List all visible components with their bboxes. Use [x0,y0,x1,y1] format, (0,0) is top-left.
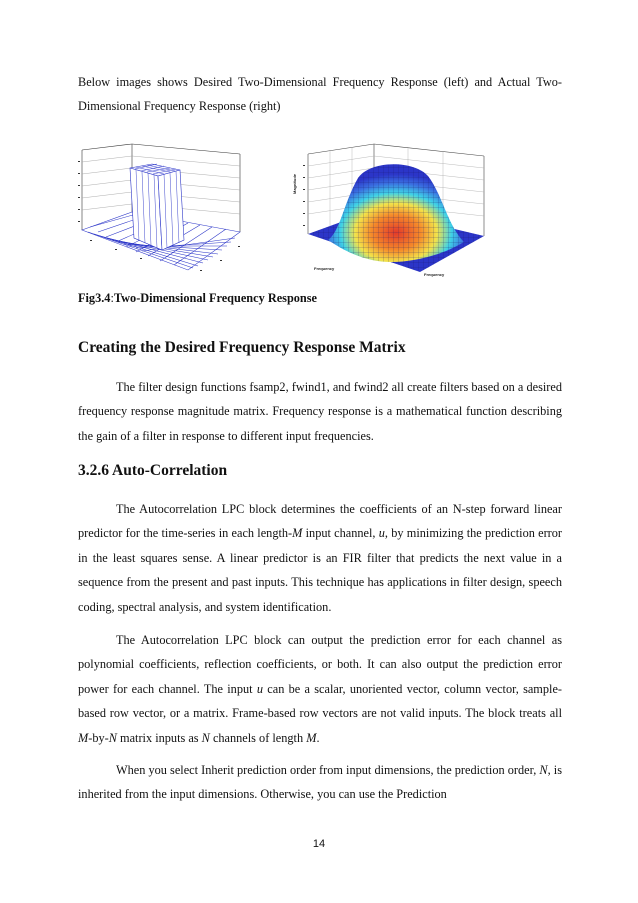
section-heading-auto-correlation: 3.2.6 Auto-Correlation [78,462,228,479]
page-number: 14 [312,838,326,850]
right-plot-x1-label: Frequency [314,266,335,271]
right-plot-x2-label: Frequency [424,272,445,277]
desired-frequency-response-plot [70,142,270,282]
intro-paragraph [78,70,562,119]
section1-paragraph: The filter design functions fsamp2, fwind1, and fwind2 all create filters based on a desired frequency response magnitude matrix. Frequency response is a mathematical function describing the gain of a filter in response to different input frequencies. [78,380,562,443]
autocorrelation-paragraph-3: When you select Inherit prediction order from input dimensions, the prediction order, N, is inherited from the input dimensions. Otherwise, you can use the Prediction [78,763,562,802]
autocorrelation-paragraph-2: The Autocorrelation LPC block can output the prediction error for each channel as polynomial coefficients, reflection coefficients, or both. It can also output the prediction error power for each channel. The input u can be a scalar, unoriented vector, column vector, sample-based row vector, or a matrix. Frame-based row vectors are not valid inputs. The block treats all M-by-N matrix inputs as N channels of length M. [78,633,562,745]
actual-frequency-response-plot [288,142,488,282]
caption-label: Fig3.4 [78,291,111,305]
autocorrelation-paragraph-1: The Autocorrelation LPC block determines the coefficients of an N-step forward linear predictor for the time-series in each length-M input channel, u, by minimizing the prediction error in the least squares sense. A linear predictor is an FIR filter that predicts the next value in a sequence from the present and past inputs. This technique has applications in filter design, speech coding, spectral analysis, and system identification. [78,502,563,614]
caption-text: Two-Dimensional Frequency Response [113,291,318,305]
figure-caption [78,291,317,306]
section-heading-desired-matrix: Creating the Desired Frequency Response Matrix [78,339,406,356]
caption-separator: : [110,291,114,305]
intro-text: Below images shows Desired Two-Dimensional Frequency Response (left) and Actual Two-Dimensional Frequency Response (right) [78,75,562,114]
right-plot-y-label: Magnitude [292,174,297,194]
